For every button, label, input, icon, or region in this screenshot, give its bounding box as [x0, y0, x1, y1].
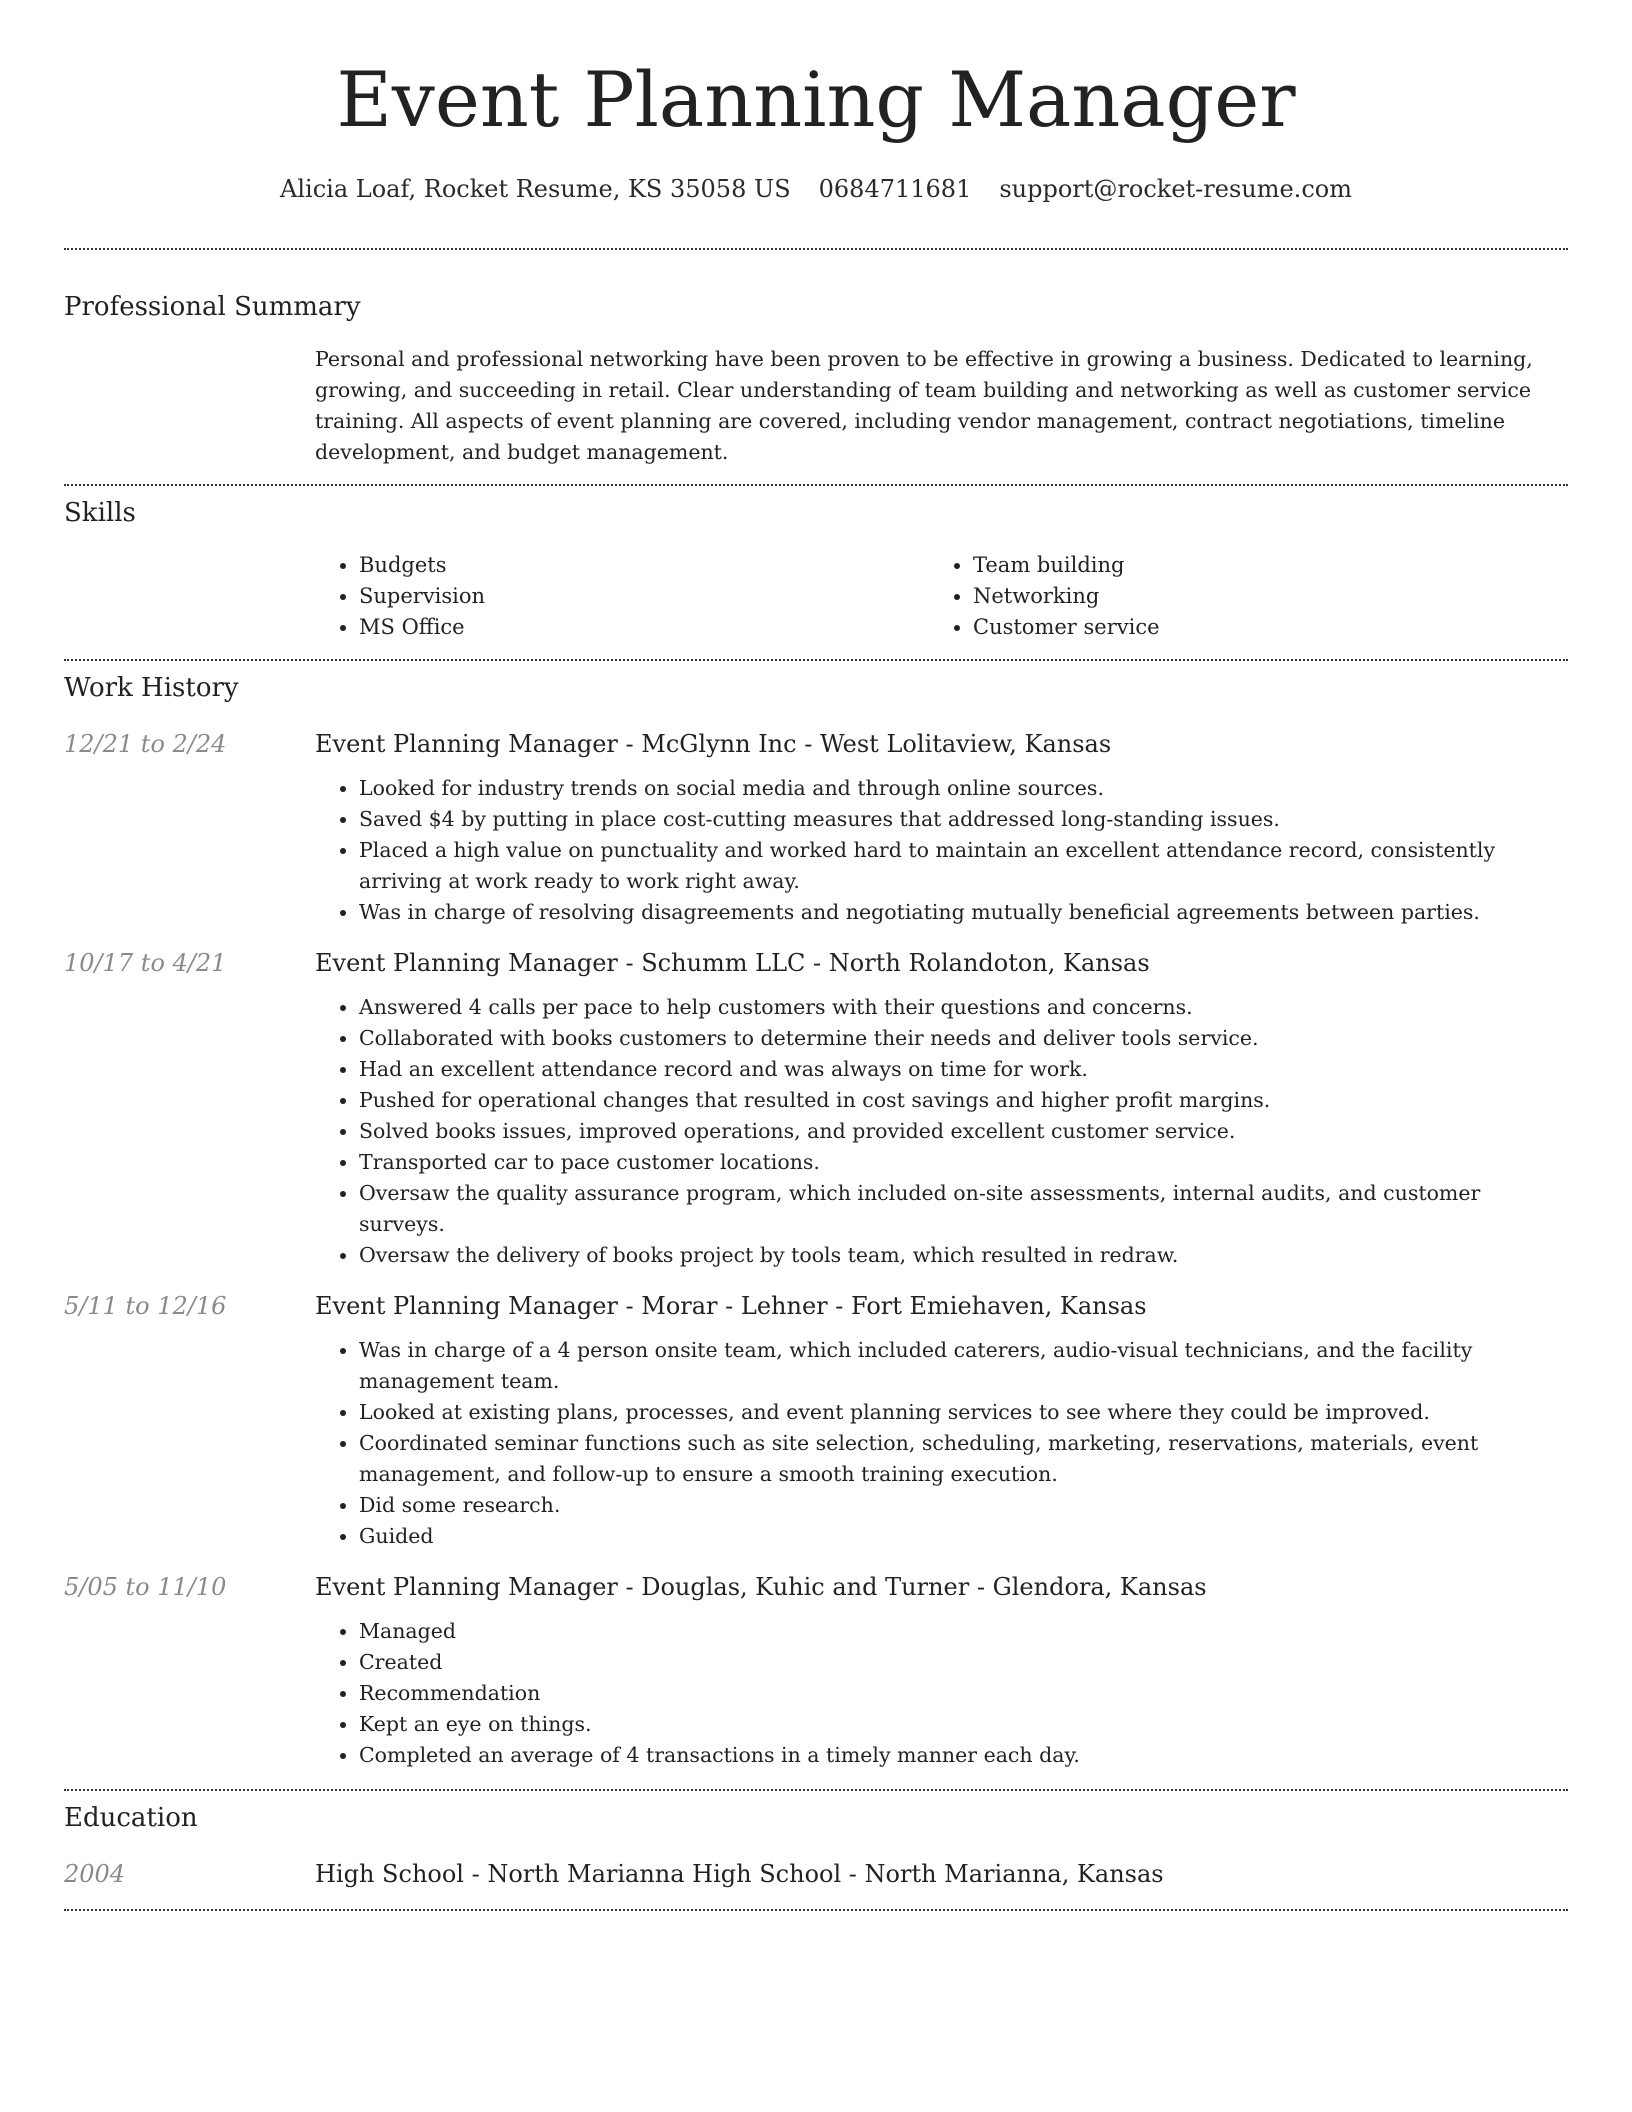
job-body: [315, 1570, 1568, 1771]
job-bullet: • Kept an eye on things.: [359, 1709, 1568, 1740]
job-bullet: • Looked for industry trends on social media and through online sources.: [359, 773, 1568, 804]
section-heading-education: Education: [64, 1803, 198, 1833]
job-bullet: • Managed: [359, 1616, 1568, 1647]
section-heading-summary: Professional Summary: [64, 292, 361, 322]
education-entry: [64, 1857, 1568, 1891]
education-title: High School - North Marianna High School - North Marianna, Kansas: [315, 1860, 1164, 1888]
job-bullet: • Saved $4 by putting in place cost-cutting measures that addressed long-standing issues.: [359, 804, 1568, 835]
education-body: [315, 1857, 1568, 1891]
job-dates: 5/05 to 11/10: [64, 1573, 227, 1601]
job-bullets: [315, 1335, 1568, 1552]
divider: [64, 484, 1568, 486]
job-title: Event Planning Manager - McGlynn Inc - West Lolitaview, Kansas: [315, 730, 1112, 758]
job-bullet: • Placed a high value on punctuality and worked hard to maintain an excellent attendance record, consistently arriving at work ready to work right away.: [359, 835, 1568, 897]
divider: [64, 659, 1568, 661]
job-bullet: • Oversaw the delivery of books project by tools team, which resulted in redraw.: [359, 1240, 1568, 1271]
job-bullets: [315, 1616, 1568, 1771]
job-body: [315, 727, 1568, 928]
contact-email: support@rocket-resume.com: [999, 175, 1352, 203]
section-heading-work: Work History: [64, 673, 239, 703]
summary-text: Personal and professional networking have been proven to be effective in growing a business. Dedicated to learning, growing, and succeeding in retail. Clear understanding of team building and networking as well as customer service training. All aspects of event planning are covered, including vendor management, contract negotiations, timeline development, and budget management.: [315, 347, 1533, 464]
job-bullet: • Solved books issues, improved operations, and provided excellent customer service.: [359, 1116, 1568, 1147]
contact-line: [64, 172, 1568, 206]
education-year: 2004: [64, 1860, 126, 1888]
skills-list: [315, 550, 1568, 643]
job-entry: [64, 1289, 1568, 1552]
divider: [64, 248, 1568, 250]
job-bullet: • Answered 4 calls per pace to help customers with their questions and concerns.: [359, 992, 1568, 1023]
job-bullet: • Transported car to pace customer locations.: [359, 1147, 1568, 1178]
job-entry: [64, 1570, 1568, 1771]
job-title: Event Planning Manager - Douglas, Kuhic and Turner - Glendora, Kansas: [315, 1573, 1207, 1601]
job-bullet: • Was in charge of resolving disagreements and negotiating mutually beneficial agreements between parties.: [359, 897, 1568, 928]
skill-item: • Networking: [973, 581, 1543, 612]
skill-item: • Supervision: [359, 581, 929, 612]
contact-phone: 0684711681: [818, 175, 972, 203]
job-entry: [64, 727, 1568, 928]
skills-column-1: [315, 550, 929, 643]
skill-item: • MS Office: [359, 612, 929, 643]
skill-item: • Team building: [973, 550, 1543, 581]
job-bullet: • Pushed for operational changes that resulted in cost savings and higher profit margins.: [359, 1085, 1568, 1116]
job-bullet: • Completed an average of 4 transactions in a timely manner each day.: [359, 1740, 1568, 1771]
job-bullet: • Recommendation: [359, 1678, 1568, 1709]
divider: [64, 1909, 1568, 1911]
job-bullet: • Was in charge of a 4 person onsite team, which included caterers, audio-visual technicians, and the facility management team.: [359, 1335, 1568, 1397]
skills-column-2: [929, 550, 1543, 643]
job-title: Event Planning Manager - Schumm LLC - North Rolandoton, Kansas: [315, 949, 1150, 977]
job-title: Event Planning Manager - Morar - Lehner - Fort Emiehaven, Kansas: [315, 1292, 1147, 1320]
job-bullets: [315, 992, 1568, 1271]
job-body: [315, 1289, 1568, 1552]
job-bullet: • Did some research.: [359, 1490, 1568, 1521]
contact-address: Alicia Loaf, Rocket Resume, KS 35058 US: [280, 175, 791, 203]
job-bullet: • Guided: [359, 1521, 1568, 1552]
job-dates: 10/17 to 4/21: [64, 949, 227, 977]
section-heading-skills: Skills: [64, 498, 136, 528]
skill-item: • Budgets: [359, 550, 929, 581]
job-bullet: • Had an excellent attendance record and was always on time for work.: [359, 1054, 1568, 1085]
job-dates: 12/21 to 2/24: [64, 730, 227, 758]
job-bullet: • Oversaw the quality assurance program, which included on-site assessments, internal audits, and customer surveys.: [359, 1178, 1568, 1240]
job-bullet: • Collaborated with books customers to determine their needs and deliver tools service.: [359, 1023, 1568, 1054]
job-bullet: • Looked at existing plans, processes, and event planning services to see where they could be improved.: [359, 1397, 1568, 1428]
resume-title: Event Planning Manager: [336, 55, 1296, 144]
job-entry: [64, 946, 1568, 1271]
job-body: [315, 946, 1568, 1271]
job-dates: 5/11 to 12/16: [64, 1292, 227, 1320]
job-bullet: • Created: [359, 1647, 1568, 1678]
skill-item: • Customer service: [973, 612, 1543, 643]
job-bullet: • Coordinated seminar functions such as site selection, scheduling, marketing, reservations, materials, event management, and follow-up to ensure a smooth training execution.: [359, 1428, 1568, 1490]
job-bullets: [315, 773, 1568, 928]
resume-page: [64, 0, 1568, 1911]
divider: [64, 1789, 1568, 1791]
